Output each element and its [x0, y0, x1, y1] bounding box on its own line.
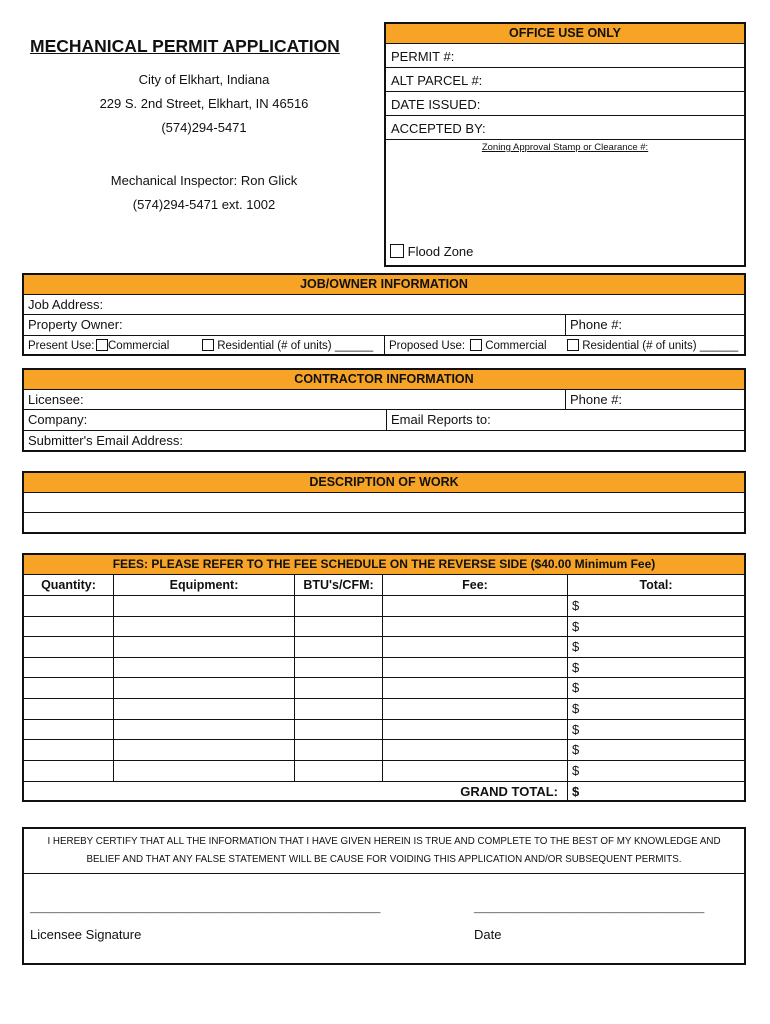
page-title: MECHANICAL PERMIT APPLICATION: [30, 36, 340, 56]
fee-row[interactable]: [24, 658, 744, 679]
proposed-residential-checkbox[interactable]: [567, 339, 579, 351]
fee-row[interactable]: [24, 761, 744, 782]
fees-title: FEES: PLEASE REFER TO THE FEE SCHEDULE ON THE REVERSE SIDE ($40.00 Minimum Fee): [24, 555, 744, 575]
fee-total-dollar: $: [572, 701, 580, 716]
flood-zone-checkbox[interactable]: [390, 244, 404, 258]
fee-row[interactable]: [24, 678, 744, 699]
flood-zone-label: Flood Zone: [407, 244, 474, 259]
contractor-section: [22, 368, 746, 452]
job-address-label: Job Address:: [28, 297, 104, 312]
job-owner-title: JOB/OWNER INFORMATION: [24, 275, 744, 295]
fee-total-dollar: $: [572, 742, 580, 758]
company-row: [24, 410, 744, 431]
description-line-2[interactable]: [24, 513, 744, 533]
total-header: Total:: [639, 578, 673, 592]
fee-row[interactable]: [24, 637, 744, 658]
grand-total-label: GRAND TOTAL:: [460, 784, 558, 799]
grand-total-row: [24, 781, 744, 800]
present-commercial-checkbox[interactable]: [96, 339, 108, 351]
present-residential-checkbox[interactable]: [202, 339, 214, 351]
email-reports-label: Email Reports to:: [391, 412, 491, 427]
certify-statement: [24, 829, 744, 874]
fee-total-dollar: $: [572, 639, 580, 655]
fee-row[interactable]: [24, 596, 744, 617]
present-commercial-label: Commercial: [108, 340, 170, 352]
date-issued-label: DATE ISSUED:: [391, 97, 481, 112]
fee-row[interactable]: [24, 617, 744, 638]
inspector-phone-text: (574)294-5471 ext. 1002: [132, 197, 276, 212]
proposed-commercial-checkbox[interactable]: [470, 339, 482, 351]
fee-total-dollar: $: [572, 762, 580, 778]
accepted-by-field[interactable]: [386, 116, 744, 140]
proposed-residential-label: Residential (# of units) ______: [582, 340, 739, 352]
licensee-row: [24, 390, 744, 410]
property-owner-label: Property Owner:: [28, 317, 123, 332]
alt-parcel-label: ALT PARCEL #:: [391, 73, 483, 88]
fee-total-dollar: $: [572, 618, 580, 634]
contractor-phone-label: Phone #:: [570, 392, 623, 407]
fees-section: [22, 553, 746, 802]
certify-line-2: BELIEF AND THAT ANY FALSE STATEMENT WILL BE CAUSE FOR VOIDING THIS APPLICATION AND/OR SUBSEQUENT PERMITS.: [86, 854, 682, 865]
proposed-residential-option[interactable]: [567, 336, 738, 356]
permit-field[interactable]: [386, 44, 744, 68]
submitter-email-field[interactable]: [24, 431, 744, 451]
alt-parcel-field[interactable]: [386, 68, 744, 92]
present-use-label: Present Use:: [28, 340, 95, 352]
fees-table: [24, 575, 744, 781]
company-label: Company:: [28, 412, 88, 427]
present-residential-option[interactable]: [202, 336, 373, 356]
description-line-1[interactable]: [24, 493, 744, 513]
fee-row[interactable]: [24, 720, 744, 741]
equipment-header: Equipment:: [169, 578, 239, 592]
fee-row[interactable]: [24, 699, 744, 720]
fee-header: Fee:: [462, 578, 488, 592]
fee-row[interactable]: [24, 740, 744, 761]
certify-line-1: I HEREBY CERTIFY THAT ALL THE INFORMATION THAT I HAVE GIVEN HEREIN IS TRUE AND COMPLETE TO THE BEST OF MY KNOWLEDGE AND: [47, 836, 721, 847]
flood-zone-option[interactable]: [390, 244, 473, 259]
grand-total-value[interactable]: $: [572, 784, 580, 799]
proposed-commercial-label: Commercial: [485, 340, 547, 352]
owner-phone-label: Phone #:: [570, 317, 623, 332]
proposed-use-label: Proposed Use:: [389, 340, 466, 352]
present-residential-label: Residential (# of units) ______: [217, 340, 374, 352]
date-line[interactable]: ______________________________________________: [474, 903, 705, 913]
office-use-box: [384, 22, 746, 267]
description-title: DESCRIPTION OF WORK: [24, 473, 744, 493]
btu-header: BTU's/CFM:: [303, 578, 374, 592]
fee-total-dollar: $: [572, 598, 580, 613]
property-owner-row: [24, 315, 744, 336]
city-phone-text: (574)294-5471: [161, 120, 247, 135]
permit-label: PERMIT #:: [391, 49, 455, 64]
date-label: Date: [474, 927, 502, 942]
contractor-title: CONTRACTOR INFORMATION: [24, 370, 744, 390]
quantity-header: Quantity:: [41, 578, 96, 592]
office-use-title: OFFICE USE ONLY: [386, 24, 744, 44]
use-row: [24, 336, 744, 356]
description-section: [22, 471, 746, 534]
accepted-by-label: ACCEPTED BY:: [391, 121, 486, 136]
fee-total-dollar: $: [572, 659, 580, 675]
present-commercial-option[interactable]: [96, 336, 169, 356]
fee-total-dollar: $: [572, 721, 580, 737]
job-owner-section: [22, 273, 746, 356]
submitter-email-label: Submitter's Email Address:: [28, 433, 183, 448]
proposed-commercial-option[interactable]: [470, 336, 547, 356]
fee-total-dollar: $: [572, 680, 580, 696]
zoning-label: Zoning Approval Stamp or Clearance #:: [481, 142, 649, 153]
city-text: City of Elkhart, Indiana: [138, 72, 270, 87]
date-issued-field[interactable]: [386, 92, 744, 116]
job-address-field[interactable]: [24, 295, 744, 315]
fees-header-row: [24, 575, 744, 596]
licensee-label: Licensee:: [28, 392, 84, 407]
signature-line[interactable]: ______________________________________________________________________: [30, 903, 381, 913]
certification-section: [22, 827, 746, 965]
signature-label: Licensee Signature: [30, 927, 142, 942]
address-text: 229 S. 2nd Street, Elkhart, IN 46516: [99, 96, 309, 111]
inspector-text: Mechanical Inspector: Ron Glick: [110, 173, 298, 188]
